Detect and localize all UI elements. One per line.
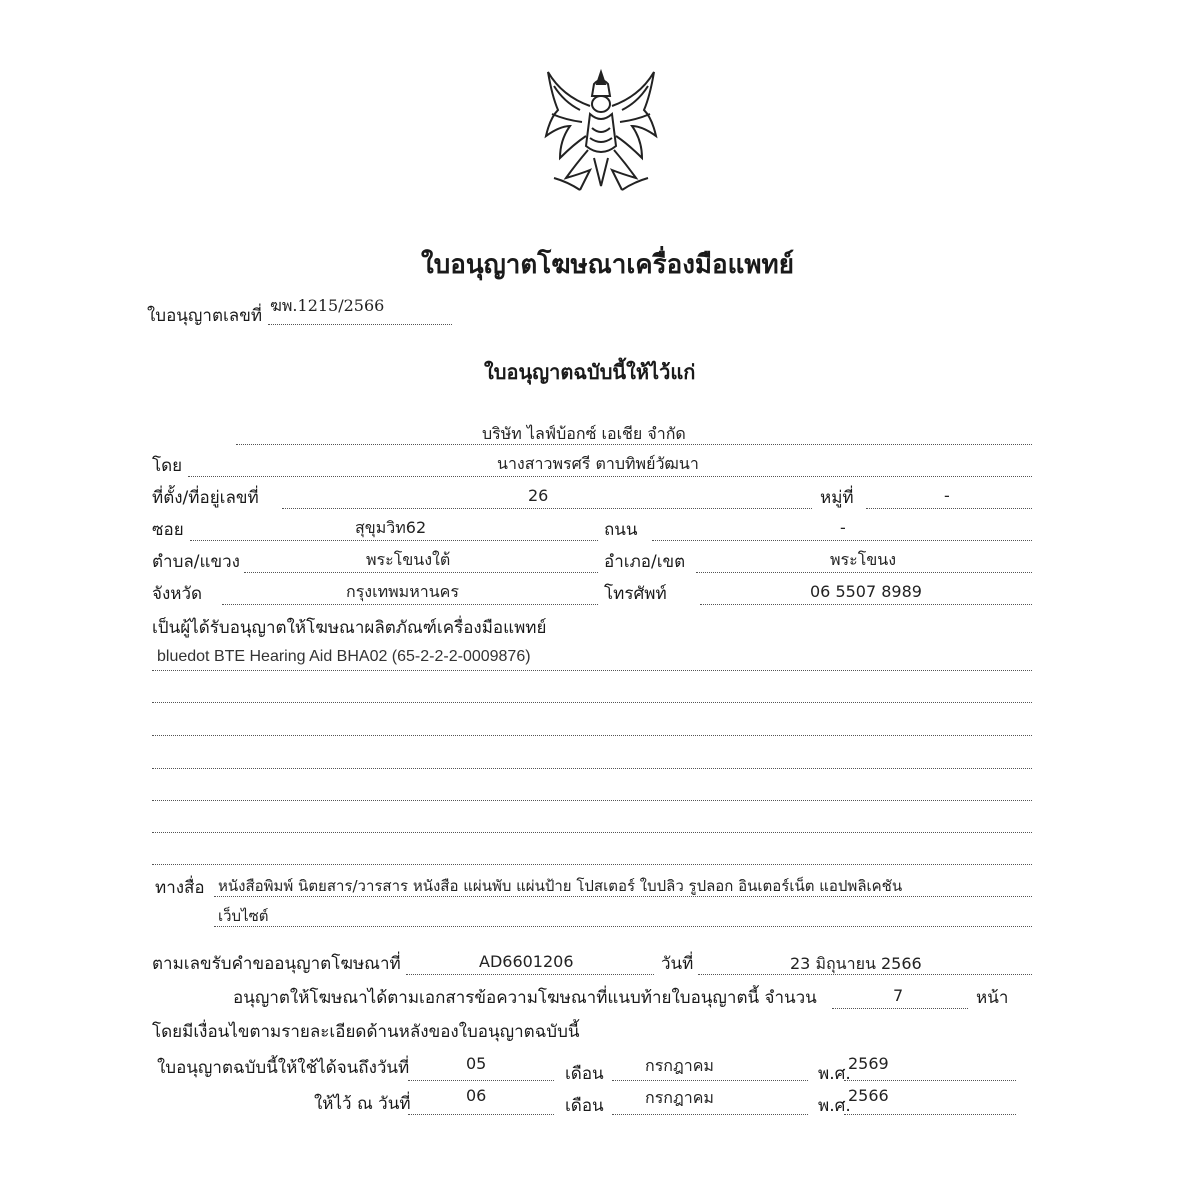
road-value: -	[840, 518, 846, 537]
phone-line	[700, 604, 1032, 605]
soi-line	[190, 540, 598, 541]
soi-label: ซอย	[152, 520, 184, 540]
product-line-5	[152, 800, 1032, 801]
valid-year: 2569	[848, 1054, 889, 1073]
valid-until-label: ใบอนุญาตฉบับนี้ให้ใช้ได้จนถึงวันที่	[157, 1058, 410, 1078]
pages-count: 7	[893, 986, 904, 1005]
request-label: ตามเลขรับคำขออนุญาตโฆษณาที่	[152, 954, 401, 974]
product-line-4	[152, 768, 1032, 769]
request-number-line	[406, 974, 654, 975]
road-label: ถนน	[604, 520, 638, 540]
pages-unit: หน้า	[976, 988, 1009, 1008]
allow-text: อนุญาตให้โฆษณาได้ตามเอกสารข้อความโฆษณาที่แนบท้ายใบอนุญาตนี้ จำนวน	[233, 988, 817, 1008]
issued-day: 06	[466, 1086, 487, 1105]
subdistrict-line	[244, 572, 598, 573]
media-line-2: เว็บไซต์	[218, 907, 269, 925]
issued-label: ให้ไว้ ณ วันที่	[314, 1094, 411, 1114]
valid-month-label: เดือน	[565, 1064, 604, 1084]
issued-year-label: พ.ศ.	[818, 1096, 851, 1116]
by-name: นางสาวพรศรี ตาบทิพย์วัฒนา	[497, 454, 699, 473]
house-no-label: ที่ตั้ง/ที่อยู่เลขที่	[152, 488, 259, 508]
issued-year: 2566	[848, 1086, 889, 1105]
product-line-3	[152, 735, 1032, 736]
road-line	[652, 540, 1032, 541]
issued-day-line	[408, 1114, 554, 1115]
permit-number: ฆพ.1215/2566	[270, 296, 385, 315]
issued-month-label: เดือน	[565, 1096, 604, 1116]
house-no: 26	[528, 486, 549, 505]
product-line-6	[152, 832, 1032, 833]
company-name: บริษัท ไลฟ์บ้อกซ์ เอเชีย จำกัด	[482, 424, 686, 443]
document-title: ใบอนุญาตโฆษณาเครื่องมือแพทย์	[421, 250, 794, 280]
product-line-7	[152, 864, 1032, 865]
issued-year-line	[844, 1114, 1016, 1115]
request-date-line	[698, 974, 1032, 975]
request-number: AD6601206	[479, 952, 574, 971]
district-line	[696, 572, 1032, 573]
media-label: ทางสื่อ	[155, 878, 205, 898]
by-label: โดย	[152, 456, 183, 476]
district-label: อำเภอ/เขต	[604, 552, 686, 572]
subdistrict-value: พระโขนงใต้	[366, 550, 451, 569]
by-line	[188, 476, 1032, 477]
media-underline-2	[214, 926, 1032, 927]
valid-day: 05	[466, 1054, 487, 1073]
phone-value: 06 5507 8989	[810, 582, 922, 601]
product-statement: เป็นผู้ได้รับอนุญาตให้โฆษณาผลิตภัณฑ์เครื่องมือแพทย์	[152, 618, 547, 638]
moo-value: -	[944, 486, 950, 505]
province-line	[222, 604, 598, 605]
phone-label: โทรศัพท์	[604, 584, 667, 604]
province-value: กรุงเทพมหานคร	[346, 582, 459, 601]
valid-month: กรกฎาคม	[645, 1056, 714, 1075]
product-line-1	[152, 670, 1032, 671]
garuda-emblem	[540, 66, 662, 200]
subdistrict-label: ตำบล/แขวง	[152, 552, 240, 572]
granted-to-heading: ใบอนุญาตฉบับนี้ให้ไว้แก่	[484, 360, 696, 384]
request-date: 23 มิถุนายน 2566	[790, 954, 922, 973]
company-line	[236, 444, 1032, 445]
request-date-label: วันที่	[661, 954, 694, 974]
valid-day-line	[408, 1080, 554, 1081]
issued-month-line	[612, 1114, 808, 1115]
valid-year-label: พ.ศ.	[818, 1064, 851, 1084]
valid-year-line	[844, 1080, 1016, 1081]
pages-line	[832, 1008, 968, 1009]
product-line-2	[152, 702, 1032, 703]
soi-value: สุขุมวิท62	[355, 518, 427, 537]
conditions-text: โดยมีเงื่อนไขตามรายละเอียดด้านหลังของใบอนุญาตฉบับนี้	[152, 1022, 580, 1042]
valid-month-line	[612, 1080, 808, 1081]
moo-line	[866, 508, 1032, 509]
permit-number-line	[268, 324, 452, 325]
media-underline-1	[214, 896, 1032, 897]
issued-month: กรกฎาคม	[645, 1088, 714, 1107]
district-value: พระโขนง	[830, 550, 897, 569]
province-label: จังหวัด	[152, 584, 203, 604]
media-line-1: หนังสือพิมพ์ นิตยสาร/วารสาร หนังสือ แผ่นพับ แผ่นป้าย โปสเตอร์ ใบปลิว รูปลอก อินเตอร์เน็ต แอปพลิเคชัน	[218, 877, 903, 895]
permit-number-label: ใบอนุญาตเลขที่	[147, 306, 263, 326]
moo-label: หมู่ที่	[820, 488, 854, 508]
product-name: bluedot BTE Hearing Aid BHA02 (65-2-2-2-0009876)	[157, 648, 531, 665]
house-no-line	[282, 508, 812, 509]
